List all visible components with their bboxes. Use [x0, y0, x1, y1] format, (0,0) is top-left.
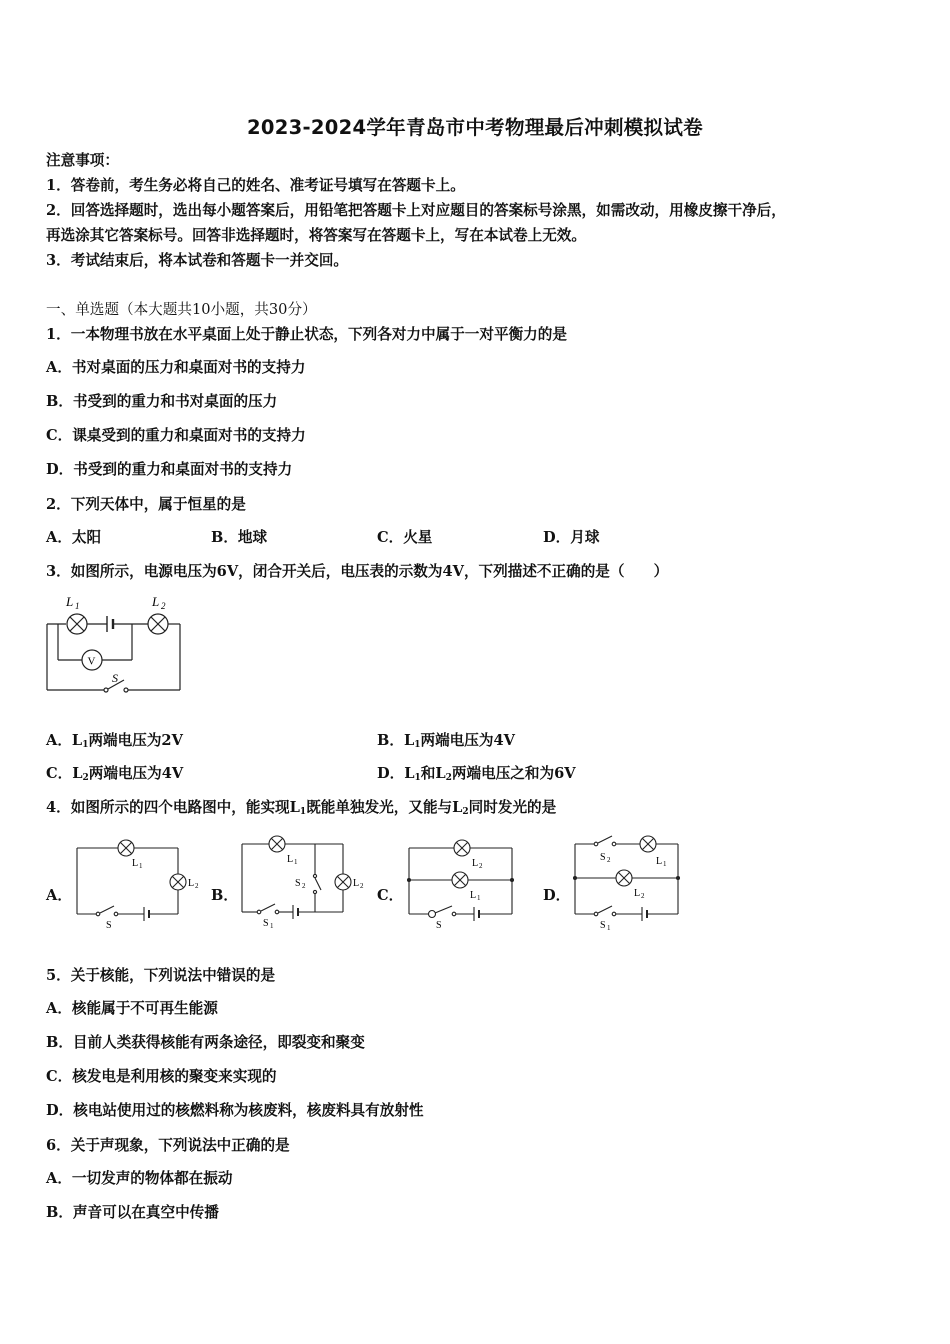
notice-item: 再选涂其它答案标号。回答非选择题时，将答案写在答题卡上，写在本试卷上无效。 [46, 227, 586, 244]
question-6-option-a: A．一切发声的物体都在振动 [46, 1170, 233, 1187]
svg-text:L: L [656, 856, 663, 867]
circuit-d-label: D． [543, 887, 571, 904]
svg-text:2: 2 [641, 892, 645, 900]
svg-text:1: 1 [477, 894, 481, 902]
notice-item: 1．答卷前，考生务必将自己的姓名、准考证号填写在答题卡上。 [46, 177, 465, 194]
notice-heading: 注意事项： [46, 152, 119, 169]
svg-text:S: S [295, 878, 301, 889]
circuit-b-figure [235, 832, 375, 934]
svg-text:L: L [287, 854, 294, 865]
label-l1-sub: 1 [75, 601, 80, 611]
circuit-a-figure [70, 834, 210, 934]
svg-text:1: 1 [139, 862, 143, 870]
label-l2-sub: 2 [161, 601, 166, 611]
svg-text:S: S [600, 852, 606, 863]
svg-text:L: L [634, 888, 641, 899]
question-1-option-a: A．书对桌面的压力和桌面对书的支持力 [46, 359, 306, 376]
question-5-option-b: B．目前人类获得核能有两条途径，即裂变和聚变 [46, 1034, 365, 1051]
svg-text:1: 1 [294, 858, 298, 866]
question-1-option-d: D．书受到的重力和桌面对书的支持力 [46, 461, 293, 478]
question-2-stem: 2．下列天体中，属于恒星的是 [46, 496, 246, 513]
svg-text:S: S [106, 920, 112, 931]
question-5-option-d: D．核电站使用过的核燃料称为核废料，核废料具有放射性 [46, 1102, 424, 1119]
question-2-option-d: D．月球 [543, 529, 600, 546]
svg-text:1: 1 [663, 860, 667, 868]
svg-text:S: S [263, 918, 269, 929]
svg-text:L: L [353, 878, 360, 889]
page-title: 2023-2024学年青岛市中考物理最后冲刺模拟试卷 [247, 116, 703, 139]
question-3-circuit-figure [40, 590, 190, 702]
svg-text:2: 2 [360, 882, 364, 890]
svg-text:S: S [600, 920, 606, 931]
question-4-stem: 4．如图所示的四个电路图中，能实现$L_1$既能单独发光，又能与$L_2$同时发光的是 [46, 799, 557, 817]
circuit-c-figure [402, 834, 524, 934]
question-1-stem: 1．一本物理书放在水平桌面上处于静止状态，下列各对力中属于一对平衡力的是 [46, 326, 567, 343]
svg-text:L: L [188, 878, 195, 889]
question-2-option-b: B．地球 [211, 529, 268, 546]
question-6-stem: 6．关于声现象，下列说法中正确的是 [46, 1137, 290, 1154]
question-6-option-b: B．声音可以在真空中传播 [46, 1204, 219, 1221]
svg-text:L: L [132, 858, 139, 869]
label-l1: L [66, 594, 74, 609]
svg-text:L: L [472, 858, 479, 869]
svg-text:2: 2 [479, 862, 483, 870]
notice-item: 3．考试结束后，将本试卷和答题卡一并交回。 [46, 252, 349, 269]
svg-text:1: 1 [270, 922, 274, 930]
svg-text:S: S [436, 920, 442, 931]
svg-text:2: 2 [607, 856, 611, 864]
circuit-a-label: A． [46, 887, 72, 904]
question-3-option-d: D．$L_1$和$L_2$两端电压之和为6V [377, 765, 576, 783]
section-heading: 一、单选题（本大题共10小题，共30分） [46, 301, 317, 318]
question-3-option-b: B．$L_1$两端电压为4V [377, 732, 515, 750]
switch-label: S [112, 671, 118, 685]
label-l2: L [152, 594, 160, 609]
question-5-option-a: A．核能属于不可再生能源 [46, 1000, 218, 1017]
circuit-d-figure [568, 832, 688, 934]
svg-text:2: 2 [302, 882, 306, 890]
circuit-b-label: B． [211, 887, 238, 904]
question-5-option-c: C．核发电是利用核的聚变来实现的 [46, 1068, 277, 1085]
question-1-option-b: B．书受到的重力和书对桌面的压力 [46, 393, 278, 410]
notice-item: 2．回答选择题时，选出每小题答案后，用铅笔把答题卡上对应题目的答案标号涂黑，如需改动，用橡皮擦干净后， [46, 202, 786, 219]
question-2-option-a: A．太阳 [46, 529, 102, 546]
voltmeter-label: V [87, 655, 96, 668]
question-5-stem: 5．关于核能，下列说法中错误的是 [46, 967, 276, 984]
question-2-option-c: C．火星 [377, 529, 433, 546]
question-3-stem: 3．如图所示，电源电压为6V，闭合开关后，电压表的示数为4V，下列描述不正确的是（ ） [46, 563, 669, 580]
circuit-c-label: C． [377, 887, 404, 904]
svg-text:2: 2 [195, 882, 199, 890]
svg-text:1: 1 [607, 924, 611, 932]
svg-text:L: L [470, 890, 477, 901]
question-3-option-c: C．$L_2$两端电压为4V [46, 765, 184, 783]
question-3-option-a: A．$L_1$两端电压为2V [46, 732, 183, 750]
question-1-option-c: C．课桌受到的重力和桌面对书的支持力 [46, 427, 306, 444]
